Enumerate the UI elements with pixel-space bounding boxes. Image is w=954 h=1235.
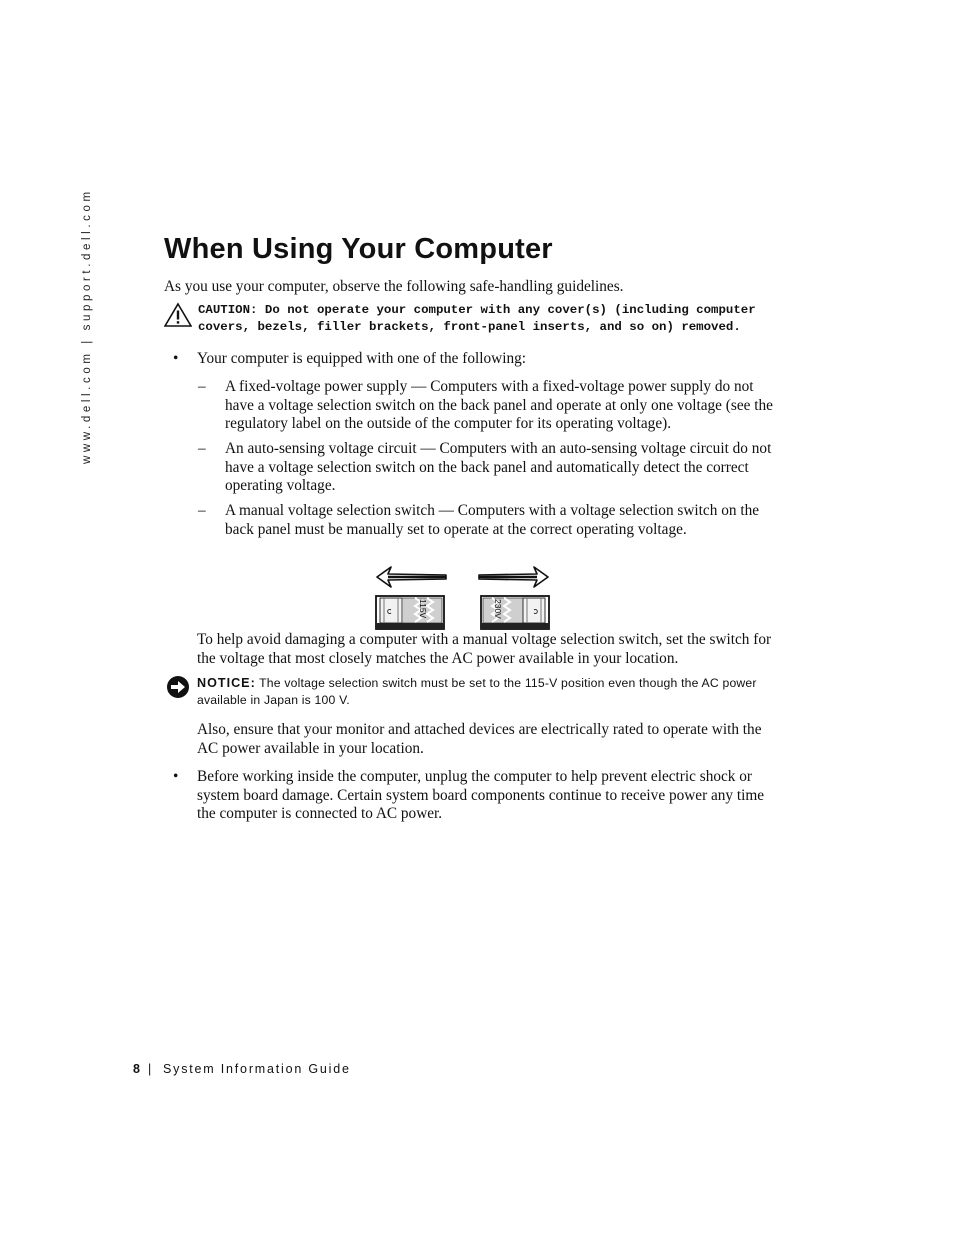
bullet-dot: • bbox=[173, 768, 179, 785]
footer-separator: | bbox=[147, 1062, 154, 1076]
list-item bbox=[173, 768, 773, 824]
sub-list-item bbox=[198, 440, 773, 496]
bullet-dot: • bbox=[173, 350, 179, 367]
left-arrow-icon bbox=[377, 567, 446, 587]
warning-triangle-icon bbox=[164, 302, 192, 328]
dash-marker: – bbox=[198, 378, 206, 395]
intro-paragraph: As you use your computer, observe the following safe-handling guidelines. bbox=[164, 278, 624, 295]
list-item bbox=[173, 350, 773, 369]
sidebar-url: www.dell.com | support.dell.com bbox=[81, 188, 93, 464]
caution-block bbox=[164, 302, 774, 336]
right-arrow-icon bbox=[479, 567, 548, 587]
label-230v: 230V bbox=[493, 599, 503, 619]
guide-title: System Information Guide bbox=[163, 1062, 351, 1076]
sub-item-text: A manual voltage selection switch — Computers with a voltage selection switch on the back panel must be manually set to operate at the correct operating voltage. bbox=[225, 502, 760, 538]
also-paragraph: Also, ensure that your monitor and attached devices are electrically rated to operate with the AC power available in your location. bbox=[197, 721, 762, 757]
dash-marker: – bbox=[198, 440, 206, 457]
sub-item-text: An auto-sensing voltage circuit — Computers with an auto-sensing voltage circuit do not have a voltage selection switch on the back panel and automatically detect the correct operating voltage. bbox=[225, 440, 772, 495]
sub-item-text: A fixed-voltage power supply — Computers with a fixed-voltage power supply do not have a voltage selection switch on the back panel and operate at only one voltage (see the regulatory label on the outside of the computer for its operating voltage). bbox=[225, 378, 773, 433]
notice-label: NOTICE: bbox=[197, 676, 256, 690]
dash-marker: – bbox=[198, 502, 206, 519]
caution-text: CAUTION: Do not operate your computer with any cover(s) (including computer covers, bezels, filler brackets, front-panel inserts, and so on) removed. bbox=[198, 303, 756, 334]
sub-list-item bbox=[198, 378, 773, 434]
page-number: 8 bbox=[133, 1062, 140, 1076]
voltage-switch-figure bbox=[375, 565, 555, 631]
bullet-text: Your computer is equipped with one of the following: bbox=[197, 350, 526, 367]
notice-text bbox=[197, 675, 776, 709]
page-footer bbox=[133, 1062, 351, 1076]
switch-230v bbox=[481, 596, 549, 629]
switch-115v bbox=[376, 596, 444, 629]
label-115v: 115V bbox=[418, 599, 428, 619]
notice-arrow-icon bbox=[166, 675, 190, 699]
sub-list-item bbox=[198, 502, 773, 539]
notice-body: The voltage selection switch must be set to the 115-V position even though the AC power available in Japan is 100 V. bbox=[197, 676, 757, 707]
bullet-text: Before working inside the computer, unplug the computer to help prevent electric shock or system board damage. Certain system board components continue to receive power any time the computer is connected to AC power. bbox=[197, 768, 765, 823]
notice-block bbox=[164, 675, 776, 709]
page-title: When Using Your Computer bbox=[164, 233, 553, 265]
switch-paragraph: To help avoid damaging a computer with a manual voltage selection switch, set the switch for the voltage that most closely matches the AC power available in your location. bbox=[197, 631, 772, 667]
